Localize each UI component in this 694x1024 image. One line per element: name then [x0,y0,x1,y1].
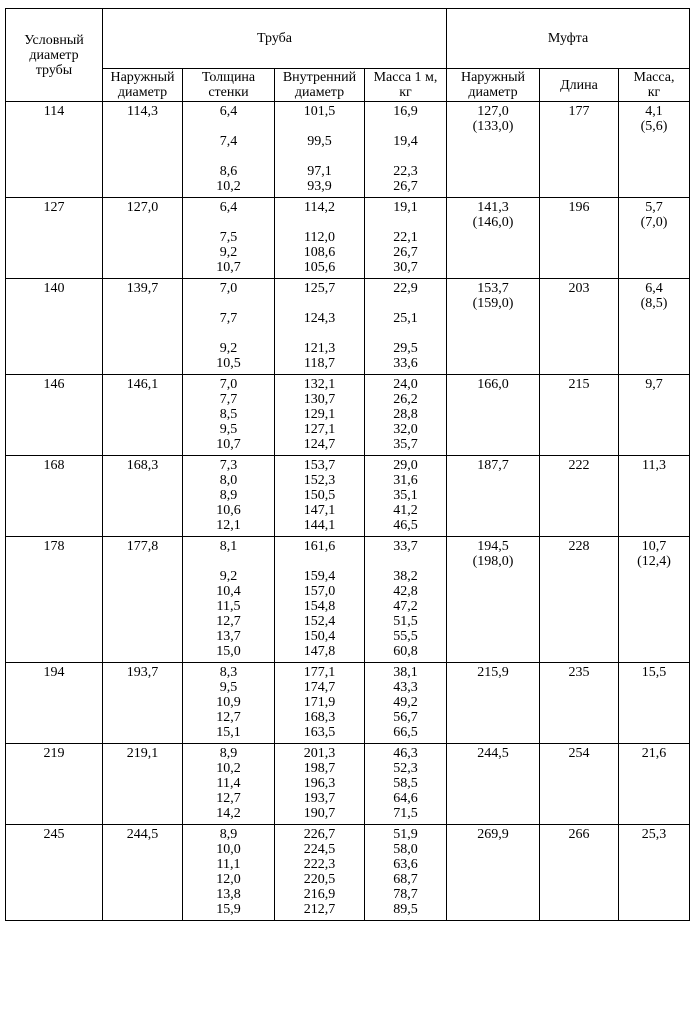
cell-value: 11,5 [216,599,241,614]
cell-value: 33,7 [393,539,418,554]
cell-value: 203 [568,281,590,296]
cell-value: 68,7 [393,872,418,887]
cell-value: 129,1 [303,407,336,422]
cell-value: 153,7 [477,281,509,296]
cell-value: 8,9 [219,746,238,761]
cell-value: 52,3 [393,761,418,776]
cell-value: 11,1 [216,857,241,872]
inner-diameter-cell [275,825,365,921]
inner-diameter-cell [275,279,365,375]
coupling-mass-header: Масса, кг [619,69,690,102]
cell-value: 10,4 [216,584,241,599]
inner-diameter-cell [275,375,365,456]
cell-value: 269,9 [477,827,509,842]
coupling-length-cell [540,744,619,825]
cell-value [275,296,364,311]
coupling-length-cell [540,102,619,198]
cell-value: 47,2 [393,599,418,614]
coupling-outer-diameter-cell [447,102,540,198]
pipe-outer-diameter-cell: 177,8 [103,537,183,663]
cell-value [365,326,446,341]
inner-diameter-cell [275,663,365,744]
coupling-outer-diameter-cell [447,279,540,375]
nominal-diameter-cell: 140 [6,279,103,375]
cell-value: 43,3 [393,680,418,695]
cell-value: 9,2 [219,569,238,584]
nominal-diameter-cell: 127 [6,198,103,279]
coupling-outer-diameter-cell [447,744,540,825]
pipe-outer-diameter-cell: 219,1 [103,744,183,825]
cell-value: 177,1 [303,665,336,680]
cell-value: 31,6 [393,473,418,488]
pipe-inner-diameter-header: Внутренний диаметр [275,69,365,102]
cell-value: 11,3 [642,458,666,473]
cell-value: 60,8 [393,644,418,659]
coupling-mass-cell [619,198,690,279]
cell-value: 9,2 [219,341,238,356]
cell-value: 93,9 [307,179,332,194]
cell-value: 26,7 [393,245,418,260]
cell-value [183,326,274,341]
pipe-outer-diameter-header: Наружный диаметр [103,69,183,102]
wall-thickness-cell [183,663,275,744]
coupling-group-header: Муфта [447,9,690,69]
nominal-diameter-cell: 245 [6,825,103,921]
pipe-outer-diameter-cell: 193,7 [103,663,183,744]
cell-value: 8,0 [219,473,238,488]
cell-value: 12,7 [216,614,241,629]
cell-value: 144,1 [303,518,336,533]
cell-value: 35,1 [393,488,418,503]
cell-value: 152,4 [303,614,336,629]
cell-value: (159,0) [472,296,514,311]
coupling-length-cell [540,537,619,663]
cell-value [183,119,274,134]
table-row [6,456,690,537]
cell-value [365,149,446,164]
cell-value: 11,4 [216,776,241,791]
cell-value: 7,5 [219,230,238,245]
cell-value: 130,7 [303,392,336,407]
nominal-diameter-cell: 168 [6,456,103,537]
cell-value: (7,0) [640,215,668,230]
cell-value: 12,7 [216,791,241,806]
cell-value [275,326,364,341]
cell-value: 10,7 [216,437,241,452]
coupling-outer-diameter-cell [447,198,540,279]
cell-value: 127,1 [303,422,336,437]
cell-value: 235 [568,665,590,680]
inner-diameter-cell [275,102,365,198]
coupling-length-header: Длина [540,69,619,102]
cell-value: 9,7 [645,377,663,392]
cell-value: 7,7 [219,311,238,326]
cell-value [365,119,446,134]
cell-value: 9,5 [219,680,238,695]
cell-value [183,149,274,164]
cell-value: 15,1 [216,725,241,740]
cell-value: 58,5 [393,776,418,791]
coupling-length-cell [540,198,619,279]
coupling-mass-cell [619,537,690,663]
cell-value: 10,9 [216,695,241,710]
inner-diameter-cell [275,744,365,825]
cell-value: (133,0) [472,119,514,134]
cell-value: (5,6) [640,119,668,134]
pipe-coupling-table [5,8,690,921]
cell-value: 26,2 [393,392,418,407]
cell-value: 6,4 [645,281,663,296]
cell-value: 21,6 [641,746,667,761]
cell-value: 22,3 [393,164,418,179]
cell-value: 132,1 [303,377,336,392]
cell-value: 16,9 [393,104,418,119]
cell-value: 228 [568,539,590,554]
cell-value: 14,2 [216,806,241,821]
cell-value: 10,7 [216,260,241,275]
cell-value: 108,6 [303,245,336,260]
cell-value: 89,5 [393,902,418,917]
wall-thickness-cell [183,198,275,279]
cell-value: 121,3 [303,341,336,356]
cell-value: 154,8 [303,599,336,614]
cell-value: 51,9 [393,827,418,842]
cell-value: 159,4 [303,569,336,584]
cell-value: 215 [568,377,590,392]
cell-value: 201,3 [303,746,336,761]
cell-value: 10,5 [216,356,241,371]
cell-value: 141,3 [477,200,509,215]
coupling-outer-diameter-cell [447,375,540,456]
cell-value: 171,9 [303,695,336,710]
cell-value: 22,1 [393,230,418,245]
coupling-length-cell [540,375,619,456]
wall-thickness-cell [183,744,275,825]
table-row [6,663,690,744]
cell-value: 26,7 [393,179,418,194]
inner-diameter-cell [275,456,365,537]
pipe-mass-cell [365,663,447,744]
cell-value: 46,5 [393,518,418,533]
pipe-mass-cell [365,102,447,198]
cell-value: 12,1 [216,518,241,533]
cell-value: 71,5 [393,806,418,821]
cell-value [365,554,446,569]
cell-value: 163,5 [303,725,336,740]
nominal-diameter-cell: 219 [6,744,103,825]
cell-value: 29,0 [393,458,418,473]
cell-value: 19,1 [393,200,418,215]
table-row [6,102,690,198]
pipe-mass-cell [365,375,447,456]
cell-value: 125,7 [303,281,336,296]
coupling-mass-cell [619,279,690,375]
cell-value: 7,3 [219,458,238,473]
nominal-diameter-cell: 178 [6,537,103,663]
cell-value [275,119,364,134]
cell-value: 212,7 [303,902,336,917]
cell-value: 10,6 [216,503,241,518]
cell-value: 38,2 [393,569,418,584]
cell-value: 66,5 [393,725,418,740]
cell-value: 29,5 [393,341,418,356]
cell-value: 9,5 [219,422,238,437]
coupling-mass-cell [619,744,690,825]
pipe-group-header: Труба [103,9,447,69]
pipe-mass-cell [365,279,447,375]
cell-value: 8,1 [219,539,238,554]
pipe-mass-header: Масса 1 м, кг [365,69,447,102]
cell-value: 194,5 [477,539,509,554]
pipe-mass-cell [365,456,447,537]
cell-value: 174,7 [303,680,336,695]
cell-value: 147,1 [303,503,336,518]
coupling-length-cell [540,279,619,375]
cell-value: 161,6 [303,539,336,554]
cell-value [183,554,274,569]
pipe-mass-cell [365,537,447,663]
cell-value [275,554,364,569]
cell-value: 215,9 [477,665,509,680]
cell-value: 46,3 [393,746,418,761]
cell-value: (146,0) [472,215,514,230]
coupling-mass-cell [619,102,690,198]
cell-value: 38,1 [393,665,418,680]
cell-value: 10,2 [216,179,241,194]
cell-value: (8,5) [640,296,668,311]
cell-value: 42,8 [393,584,418,599]
pipe-outer-diameter-cell: 127,0 [103,198,183,279]
pipe-wall-thickness-header: Толщина стенки [183,69,275,102]
pipe-outer-diameter-cell: 146,1 [103,375,183,456]
coupling-length-cell [540,663,619,744]
cell-value: 10,0 [216,842,241,857]
cell-value: 222,3 [303,857,336,872]
cell-value: 28,8 [393,407,418,422]
table-row [6,279,690,375]
cell-value: 55,5 [393,629,418,644]
cell-value: 15,0 [216,644,241,659]
cell-value [183,296,274,311]
cell-value: 224,5 [303,842,336,857]
cell-value: (12,4) [637,554,671,569]
cell-value: 124,7 [303,437,336,452]
cell-value: 152,3 [303,473,336,488]
cell-value: 78,7 [393,887,418,902]
pipe-outer-diameter-cell: 168,3 [103,456,183,537]
cell-value: 244,5 [477,746,509,761]
wall-thickness-cell [183,537,275,663]
nominal-diameter-header: Условный диаметр трубы [6,9,103,102]
nominal-diameter-cell: 146 [6,375,103,456]
cell-value: 15,5 [641,665,667,680]
coupling-outer-diameter-cell [447,456,540,537]
cell-value: 7,4 [219,134,238,149]
cell-value: 30,7 [393,260,418,275]
cell-value: 196,3 [303,776,336,791]
table-row [6,744,690,825]
cell-value: 33,6 [393,356,418,371]
cell-value: 97,1 [307,164,332,179]
cell-value: 150,5 [303,488,336,503]
cell-value: 12,0 [216,872,241,887]
cell-value [365,215,446,230]
pipe-outer-diameter-cell: 114,3 [103,102,183,198]
cell-value: 4,1 [645,104,663,119]
pipe-mass-cell [365,825,447,921]
cell-value: 99,5 [307,134,332,149]
cell-value: 19,4 [393,134,418,149]
cell-value: 64,6 [393,791,418,806]
pipe-outer-diameter-cell: 139,7 [103,279,183,375]
cell-value [275,149,364,164]
cell-value [183,215,274,230]
cell-value [275,215,364,230]
cell-value: 58,0 [393,842,418,857]
nominal-diameter-cell: 194 [6,663,103,744]
cell-value: 49,2 [393,695,418,710]
coupling-mass-cell [619,375,690,456]
coupling-outer-diameter-cell [447,537,540,663]
cell-value: 12,7 [216,710,241,725]
cell-value: 222 [568,458,590,473]
cell-value: 196 [568,200,590,215]
wall-thickness-cell [183,279,275,375]
cell-value: 8,9 [219,827,238,842]
cell-value: 127,0 [477,104,509,119]
cell-value: 216,9 [303,887,336,902]
cell-value: (198,0) [472,554,514,569]
coupling-outer-diameter-header: Наружный диаметр [447,69,540,102]
cell-value: 226,7 [303,827,336,842]
coupling-outer-diameter-cell [447,663,540,744]
table-row [6,537,690,663]
cell-value: 7,7 [219,392,238,407]
cell-value: 220,5 [303,872,336,887]
cell-value: 25,3 [641,827,667,842]
cell-value: 51,5 [393,614,418,629]
cell-value: 8,9 [219,488,238,503]
coupling-mass-cell [619,456,690,537]
cell-value: 10,2 [216,761,241,776]
wall-thickness-cell [183,456,275,537]
cell-value: 147,8 [303,644,336,659]
inner-diameter-cell [275,537,365,663]
coupling-length-cell [540,456,619,537]
cell-value: 10,7 [641,539,667,554]
cell-value: 187,7 [477,458,509,473]
cell-value: 105,6 [303,260,336,275]
cell-value: 101,5 [303,104,336,119]
cell-value: 166,0 [477,377,509,392]
cell-value: 112,0 [304,230,335,245]
cell-value: 15,9 [216,902,241,917]
cell-value: 22,9 [393,281,418,296]
pipe-mass-cell [365,744,447,825]
cell-value: 7,0 [219,377,238,392]
table-body [6,102,690,921]
cell-value: 150,4 [303,629,336,644]
cell-value: 25,1 [393,311,418,326]
cell-value: 7,0 [219,281,238,296]
cell-value: 41,2 [393,503,418,518]
cell-value: 157,0 [303,584,336,599]
cell-value: 9,2 [219,245,238,260]
cell-value: 63,6 [393,857,418,872]
coupling-length-cell [540,825,619,921]
cell-value: 8,5 [219,407,238,422]
cell-value: 35,7 [393,437,418,452]
cell-value: 124,3 [303,311,336,326]
cell-value: 114,2 [304,200,335,215]
cell-value: 193,7 [303,791,336,806]
cell-value: 168,3 [303,710,336,725]
cell-value: 6,4 [219,104,238,119]
cell-value: 6,4 [219,200,238,215]
pipe-outer-diameter-cell: 244,5 [103,825,183,921]
cell-value: 177 [568,104,590,119]
cell-value: 32,0 [393,422,418,437]
cell-value: 198,7 [303,761,336,776]
coupling-mass-cell [619,663,690,744]
cell-value: 153,7 [303,458,336,473]
wall-thickness-cell [183,825,275,921]
wall-thickness-cell [183,375,275,456]
cell-value: 24,0 [393,377,418,392]
coupling-mass-cell [619,825,690,921]
nominal-diameter-cell: 114 [6,102,103,198]
cell-value: 56,7 [393,710,418,725]
cell-value: 13,7 [216,629,241,644]
table-row [6,198,690,279]
inner-diameter-cell [275,198,365,279]
cell-value: 8,6 [219,164,238,179]
cell-value: 5,7 [645,200,663,215]
coupling-outer-diameter-cell [447,825,540,921]
cell-value: 190,7 [303,806,336,821]
cell-value: 266 [568,827,590,842]
table-row [6,375,690,456]
table-row [6,825,690,921]
table-header [6,9,690,102]
cell-value: 13,8 [216,887,241,902]
cell-value: 118,7 [304,356,335,371]
cell-value: 8,3 [219,665,238,680]
wall-thickness-cell [183,102,275,198]
pipe-mass-cell [365,198,447,279]
cell-value: 254 [568,746,590,761]
cell-value [365,296,446,311]
